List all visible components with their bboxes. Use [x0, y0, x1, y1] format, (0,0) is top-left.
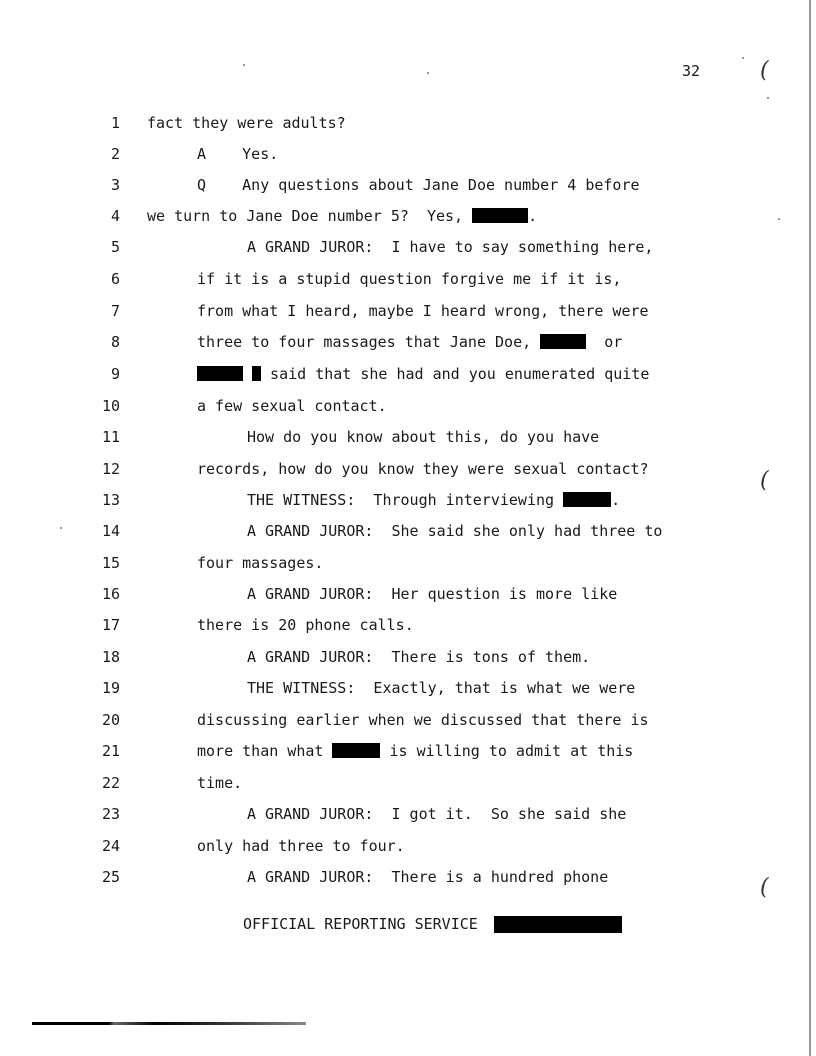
transcript-line — [0, 333, 816, 353]
line-text — [247, 585, 617, 603]
transcript-line — [0, 176, 816, 196]
scan-speck — [767, 97, 769, 99]
transcript-line — [0, 554, 816, 574]
transcript-line — [0, 270, 816, 290]
text-segment: . — [611, 491, 621, 509]
line-text — [247, 491, 620, 509]
line-number: 23 — [101, 805, 120, 823]
text-segment: A GRAND JUROR: Her question is more like — [247, 585, 618, 603]
scan-artifact-line — [32, 1022, 306, 1025]
footer-official-reporting-service: OFFICIAL REPORTING SERVICE — [243, 915, 478, 933]
text-segment: A Yes. — [197, 145, 279, 163]
line-text — [197, 365, 649, 383]
line-number: 15 — [101, 554, 120, 572]
scan-speck — [427, 72, 429, 74]
line-number: 1 — [110, 114, 120, 132]
text-segment: Q Any questions about Jane Doe number 4 before — [197, 176, 640, 194]
redaction-block — [252, 366, 261, 381]
transcript-line — [0, 679, 816, 699]
transcript-line — [0, 302, 816, 322]
line-text — [247, 238, 653, 256]
text-segment: we turn to Jane Doe number 5? Yes, — [147, 207, 473, 225]
transcript-line — [0, 145, 816, 165]
text-segment: discussing earlier when we discussed that there is — [197, 711, 649, 729]
transcript-line — [0, 114, 816, 134]
text-segment: A GRAND JUROR: There is tons of them. — [247, 648, 591, 666]
transcript-line — [0, 397, 816, 417]
transcript-line — [0, 365, 816, 385]
redaction-block — [197, 366, 243, 381]
line-number: 16 — [101, 585, 120, 603]
transcript-line — [0, 522, 816, 542]
text-segment: fact they were adults? — [147, 114, 346, 132]
transcript-line — [0, 805, 816, 825]
line-number: 22 — [101, 774, 120, 792]
transcript-line — [0, 742, 816, 762]
line-text — [247, 679, 635, 697]
text-segment: THE WITNESS: Through interviewing — [247, 491, 564, 509]
footer-redaction-block — [494, 916, 622, 933]
line-number: 7 — [110, 302, 120, 320]
line-text — [247, 868, 608, 886]
text-segment: or — [586, 333, 623, 351]
text-segment: A GRAND JUROR: I got it. So she said she — [247, 805, 627, 823]
line-text — [247, 805, 626, 823]
text-segment: three to four massages that Jane Doe, — [197, 333, 541, 351]
line-number: 14 — [101, 522, 120, 540]
margin-paren-mark: ( — [760, 468, 769, 493]
text-segment: time. — [197, 774, 243, 792]
margin-paren-mark: ( — [760, 58, 769, 83]
text-segment: four massages. — [197, 554, 324, 572]
line-number: 8 — [110, 333, 120, 351]
margin-paren-mark: ( — [760, 875, 769, 900]
transcript-line — [0, 207, 816, 227]
transcript-line — [0, 837, 816, 857]
transcript-line — [0, 460, 816, 480]
page-number: 32 — [682, 62, 701, 80]
redaction-block — [540, 334, 586, 349]
text-segment: A GRAND JUROR: There is a hundred phone — [247, 868, 609, 886]
line-number: 18 — [101, 648, 120, 666]
line-number: 17 — [101, 616, 120, 634]
line-text — [147, 207, 537, 225]
line-number: 19 — [101, 679, 120, 697]
line-number: 5 — [110, 238, 120, 256]
transcript-line — [0, 585, 816, 605]
transcript-line — [0, 238, 816, 258]
line-text — [197, 460, 649, 478]
line-number: 21 — [101, 742, 120, 760]
text-segment: more than what — [197, 742, 333, 760]
text-segment: if it is a stupid question forgive me if it is, — [197, 270, 622, 288]
transcript-line — [0, 648, 816, 668]
line-text — [247, 428, 599, 446]
line-text — [197, 554, 323, 572]
line-number: 12 — [101, 460, 120, 478]
line-text — [147, 114, 346, 132]
text-segment: is willing to admit at this — [380, 742, 634, 760]
text-segment: a few sexual contact. — [197, 397, 387, 415]
line-number: 24 — [101, 837, 120, 855]
line-text — [197, 711, 649, 729]
line-number: 13 — [101, 491, 120, 509]
text-segment: THE WITNESS: Exactly, that is what we were — [247, 679, 636, 697]
text-segment: A GRAND JUROR: She said she only had three to — [247, 522, 663, 540]
redaction-block — [332, 743, 380, 758]
transcript-line — [0, 616, 816, 636]
line-number: 10 — [101, 397, 120, 415]
line-number: 9 — [110, 365, 120, 383]
line-number: 3 — [110, 176, 120, 194]
redaction-block — [563, 492, 611, 507]
transcript-line — [0, 428, 816, 448]
line-text — [197, 397, 387, 415]
line-text — [247, 522, 662, 540]
text-segment: A GRAND JUROR: I have to say something here, — [247, 238, 654, 256]
line-text — [197, 333, 622, 351]
transcript-line — [0, 774, 816, 794]
line-number: 20 — [101, 711, 120, 729]
line-text — [197, 145, 278, 163]
text-segment: How do you know about this, do you have — [247, 428, 600, 446]
line-text — [197, 837, 405, 855]
transcript-line — [0, 711, 816, 731]
text-segment: . — [528, 207, 538, 225]
line-text — [197, 302, 649, 320]
line-number: 2 — [110, 145, 120, 163]
line-text — [197, 176, 640, 194]
line-text — [197, 774, 242, 792]
transcript-line — [0, 491, 816, 511]
scan-speck — [243, 64, 245, 66]
text-segment: there is 20 phone calls. — [197, 616, 414, 634]
redaction-block — [472, 208, 528, 223]
line-number: 25 — [101, 868, 120, 886]
line-number: 6 — [110, 270, 120, 288]
line-number: 11 — [101, 428, 120, 446]
line-text — [197, 742, 633, 760]
text-segment: said that she had and you enumerated quite — [261, 365, 650, 383]
text-segment: from what I heard, maybe I heard wrong, there were — [197, 302, 649, 320]
scan-speck — [742, 57, 744, 59]
line-number: 4 — [110, 207, 120, 225]
line-text — [197, 616, 414, 634]
line-text — [247, 648, 590, 666]
text-segment — [243, 365, 252, 383]
transcript-line — [0, 868, 816, 888]
text-segment: only had three to four. — [197, 837, 405, 855]
text-segment: records, how do you know they were sexual contact? — [197, 460, 649, 478]
line-text — [197, 270, 621, 288]
